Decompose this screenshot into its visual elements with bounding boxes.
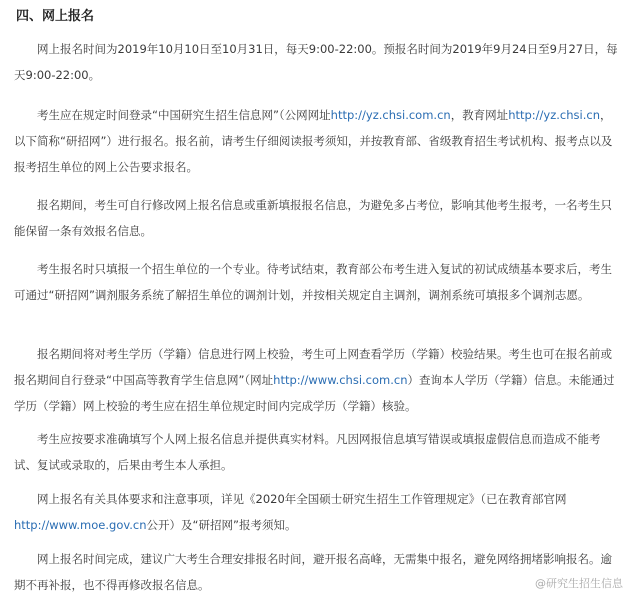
- paragraph-text: 网上报名时间为2019年10月10日至10月31日，每天9:00-22:00。预报名时间为2019年9月24日至9月27日，每天9:00-22:00。: [14, 42, 618, 82]
- paragraph-text: 报名期间将对考生学历（学籍）信息进行网上校验，考生可上网查看学历（学籍）校验结果。考生也可在报名前或报名期间自行登录“中国高等教育学生信息网”（网址: [14, 347, 612, 387]
- paragraph-degree-verification: [14, 341, 622, 419]
- paragraph-text: 考生应在规定时间登录“中国研究生招生信息网”（公网网址: [37, 108, 331, 122]
- paragraph-text: 网上报名时间完成，建议广大考生合理安排报名时间，避开报名高峰，无需集中报名，避免网络拥堵影响报名。逾期不再补报，也不得再修改报名信息。: [14, 552, 612, 592]
- paragraph-registration-time: [14, 36, 622, 88]
- paragraph-text: ）查询本人学历（学籍）信息。未能通过学历（学籍）网上校验的考生应在招生单位规定时间内完成学历（学籍）核验。: [14, 373, 615, 413]
- paragraph-text: ，教育网址: [450, 108, 509, 122]
- watermark: @研究生招生信息: [535, 577, 623, 590]
- paragraph-modify-info: [14, 192, 622, 244]
- paragraph-text: 网上报名有关具体要求和注意事项，详见《2020年全国硕士研究生招生工作管理规定》（已在教育部官网: [37, 492, 567, 506]
- paragraph-text: 考生报名时只填报一个招生单位的一个专业。待考试结束，教育部公布考生进入复试的初试成绩基本要求后，考生可通过“研招网”调剂服务系统了解招生单位的调剂计划，并按相关规定自主调剂，调剂系统可填报多个调剂志愿。: [14, 262, 612, 302]
- paragraph-requirements: [14, 486, 622, 538]
- paragraph-text: 考生应按要求准确填写个人网上报名信息并提供真实材料。凡因网报信息填写错误或填报虚假信息而造成不能考试、复试或录取的，后果由考生本人承担。: [14, 432, 601, 472]
- paragraph-registration-website: [14, 102, 622, 180]
- url-link[interactable]: http://yz.chsi.com.cn: [330, 108, 451, 122]
- url-link[interactable]: http://www.chsi.com.cn: [273, 373, 408, 387]
- paragraph-accurate-info: [14, 426, 622, 478]
- section-title: 四、网上报名: [16, 9, 95, 24]
- paragraph-timely-registration: [14, 546, 622, 598]
- url-link[interactable]: http://www.moe.gov.cn: [14, 518, 147, 532]
- paragraph-one-major: [14, 256, 622, 334]
- paragraph-text: 公开）及“研招网”报考须知。: [146, 518, 297, 532]
- paragraph-text: ，以下简称“研招网”）进行报名。报名前，请考生仔细阅读报考须知，并按教育部、省级教育招生考试机构、报考点以及报考招生单位的网上公告要求报名。: [14, 108, 613, 174]
- paragraph-text: 报名期间，考生可自行修改网上报名信息或重新填报报名信息，为避免多占考位，影响其他考生报考，一名考生只能保留一条有效报名信息。: [14, 198, 612, 238]
- url-link[interactable]: http://yz.chsi.cn: [508, 108, 600, 122]
